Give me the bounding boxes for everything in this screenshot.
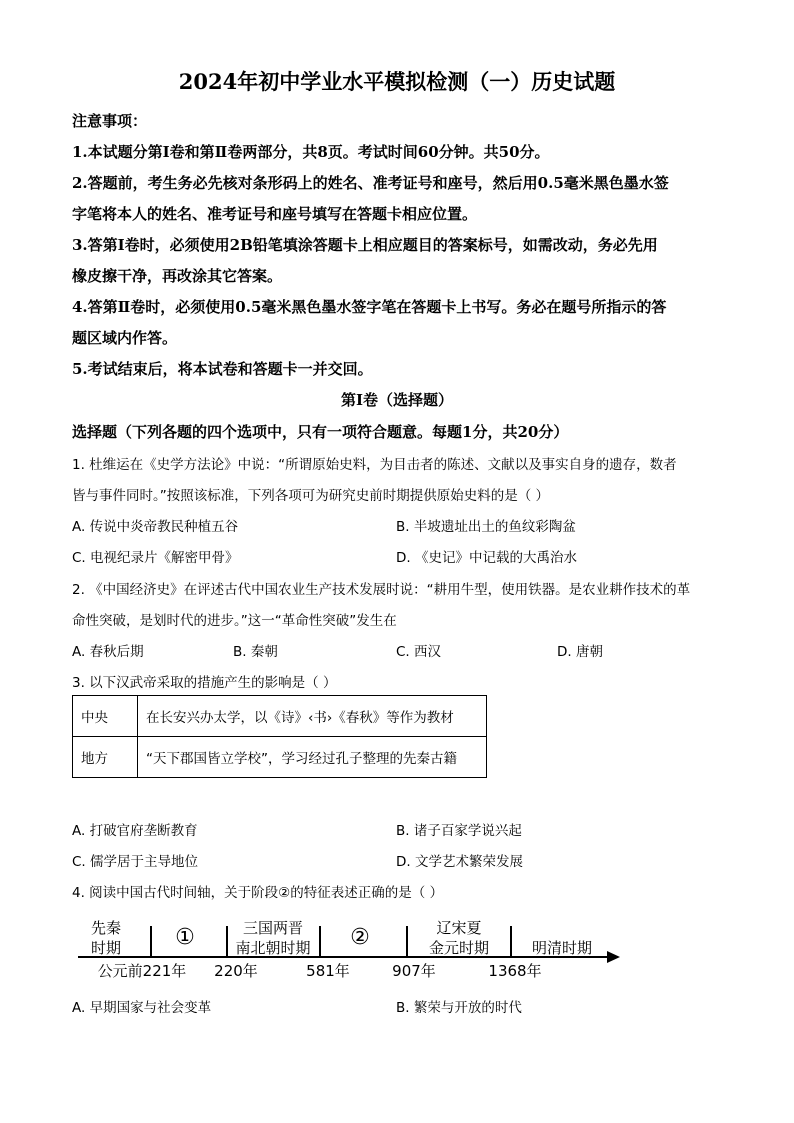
q3-option-b[interactable]: B. 诸子百家学说兴起 xyxy=(396,823,522,839)
page-title: 2024年初中学业水平模拟检测（一）历史试题 xyxy=(178,69,616,94)
timeline-period-6: 明清时期 xyxy=(531,939,592,957)
timeline-stage-2: ② xyxy=(350,925,370,950)
q1-option-d[interactable]: D. 《史记》中记载的大禹治水 xyxy=(396,550,577,566)
notice-line: 题区域内作答。 xyxy=(72,329,178,347)
notice-line: 橡皮擦干净，再改涂其它答案。 xyxy=(72,267,283,285)
q2-stem-line2: 命性突破，是划时代的进步。”这一“革命性突破”发生在 xyxy=(72,613,397,629)
q3-option-d[interactable]: D. 文学艺术繁荣发展 xyxy=(396,854,523,870)
timeline-period-1b: 时期 xyxy=(90,939,121,957)
notice-line: 5.考试结束后，将本试卷和答题卡一并交回。 xyxy=(72,360,373,378)
timeline-year-5: 1368年 xyxy=(488,962,542,980)
timeline-period-3a: 三国两晋 xyxy=(242,919,303,937)
timeline-period-5b: 金元时期 xyxy=(428,939,489,957)
timeline-year-2: 220年 xyxy=(214,962,258,980)
notice-line: 字笔将本人的姓名、准考证号和座号填写在答题卡相应位置。 xyxy=(72,205,478,223)
q4-stem: 4. 阅读中国古代时间轴，关于阶段②的特征表述正确的是（ ） xyxy=(72,885,444,901)
q3-option-c[interactable]: C. 儒学居于主导地位 xyxy=(72,854,199,870)
q3-option-a[interactable]: A. 打破官府垄断教育 xyxy=(72,823,198,839)
q2-option-d[interactable]: D. 唐朝 xyxy=(557,644,603,660)
timeline-year-1: 公元前221年 xyxy=(97,962,187,980)
timeline-period-1a: 先秦 xyxy=(90,919,121,937)
q2-option-b[interactable]: B. 秦朝 xyxy=(233,644,278,660)
notice-line: 3.答第Ⅰ卷时，必须使用2B铅笔填涂答题卡上相应题目的答案标号，如需改动，务必先用 xyxy=(72,236,658,254)
q1-option-b[interactable]: B. 半坡遗址出土的鱼纹彩陶盆 xyxy=(396,519,576,535)
q1-stem-line2: 皆与事件同时。”按照该标准，下列各项可为研究史前时期提供原始史料的是（ ） xyxy=(72,488,550,504)
q2-option-c[interactable]: C. 西汉 xyxy=(396,644,442,660)
q2-option-a[interactable]: A. 春秋后期 xyxy=(72,644,144,660)
timeline-year-4: 907年 xyxy=(392,962,436,980)
notice-heading: 注意事项： xyxy=(72,112,148,130)
timeline-period-5a: 辽宋夏 xyxy=(436,919,482,937)
q1-stem-line1: 1. 杜维运在《史学方法论》中说：“所谓原始史料，为目击者的陈述、文献以及事实自身的遗存，数者 xyxy=(72,457,677,473)
q2-stem-line1: 2. 《中国经济史》在评述古代中国农业生产技术发展时说：“耕用牛型，使用铁器。是农业耕作技术的革 xyxy=(72,582,691,598)
timeline-year-3: 581年 xyxy=(306,962,350,980)
timeline-period-3b: 南北朝时期 xyxy=(235,939,311,957)
arrow-right-icon xyxy=(607,951,620,963)
q3-stem: 3. 以下汉武帝采取的措施产生的影响是（ ） xyxy=(72,675,337,691)
table-cell: “天下郡国皆立学校”，学习经过孔子整理的先秦古籍 xyxy=(138,737,487,778)
section-instruction: 选择题（下列各题的四个选项中，只有一项符合题意。每题1分，共20分） xyxy=(72,423,569,441)
section-title: 第Ⅰ卷（选择题） xyxy=(340,391,454,409)
table-cell: 中央 xyxy=(73,696,138,737)
q4-option-b[interactable]: B. 繁荣与开放的时代 xyxy=(396,1000,522,1016)
q1-option-a[interactable]: A. 传说中炎帝教民种植五谷 xyxy=(72,519,239,535)
notice-line: 2.答题前，考生务必先核对条形码上的姓名、准考证号和座号，然后用0.5毫米黑色墨水签 xyxy=(72,174,669,192)
q4-option-a[interactable]: A. 早期国家与社会变革 xyxy=(72,1000,212,1016)
notice-line: 4.答第Ⅱ卷时，必须使用0.5毫米黑色墨水签字笔在答题卡上书写。务必在题号所指示的答 xyxy=(72,298,667,316)
q1-option-c[interactable]: C. 电视纪录片《解密甲骨》 xyxy=(72,550,239,566)
table-cell: 在长安兴办太学，以《诗》‹书›《春秋》等作为教材 xyxy=(138,696,487,737)
table-cell: 地方 xyxy=(73,737,138,778)
timeline-stage-1: ① xyxy=(175,925,195,950)
notice-line: 1.本试题分第Ⅰ卷和第Ⅱ卷两部分，共8页。考试时间60分钟。共50分。 xyxy=(72,143,550,161)
